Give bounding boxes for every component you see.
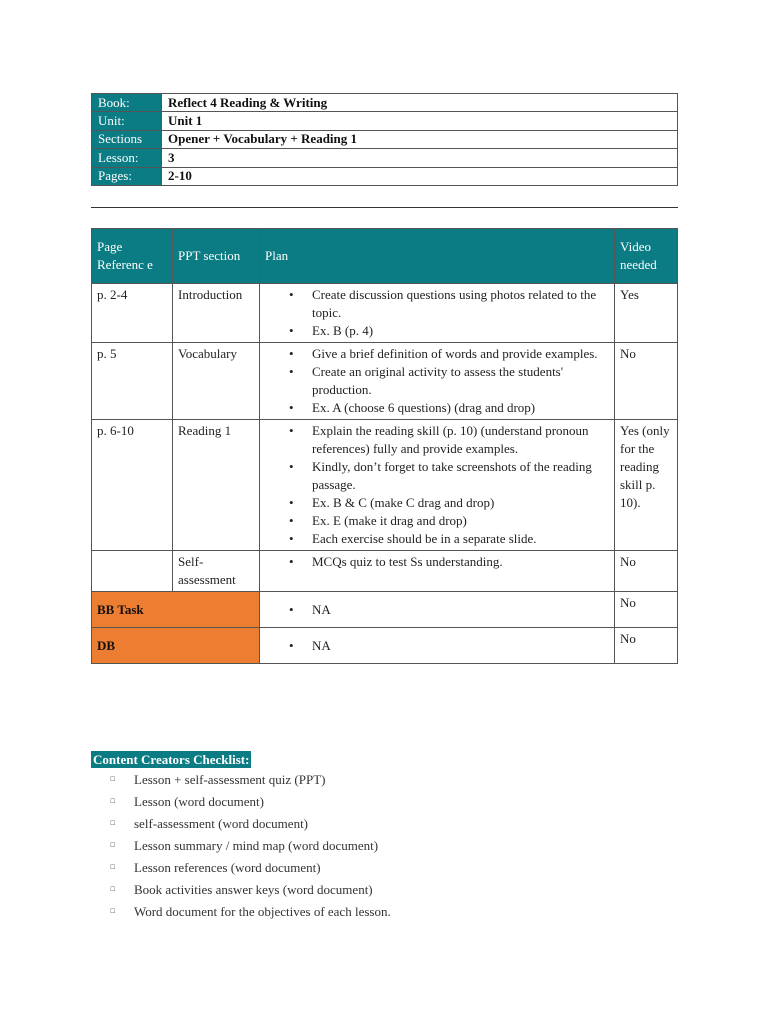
plan-item: • Ex. A (choose 6 questions) (drag and drop) bbox=[312, 399, 609, 417]
video-cell: No bbox=[615, 592, 678, 628]
video-cell: Yes bbox=[615, 284, 678, 343]
plan-item: • Give a brief definition of words and provide examples. bbox=[312, 345, 609, 363]
info-value: Unit 1 bbox=[162, 112, 678, 130]
section-cell: Introduction bbox=[173, 284, 260, 343]
plan-item: • Kindly, don’t forget to take screenshots of the reading passage. bbox=[312, 458, 609, 494]
info-key: Unit: bbox=[92, 112, 162, 130]
info-key: Sections bbox=[92, 130, 162, 148]
plan-row-reading bbox=[92, 420, 678, 551]
lesson-info-table bbox=[91, 93, 678, 186]
video-cell: No bbox=[615, 628, 678, 664]
header-plan: Plan bbox=[260, 229, 615, 284]
checklist-item-label: Lesson summary / mind map (word document) bbox=[134, 838, 379, 853]
section-cell: Reading 1 bbox=[173, 420, 260, 551]
plan-cell bbox=[260, 551, 615, 592]
info-value: Opener + Vocabulary + Reading 1 bbox=[162, 130, 678, 148]
checklist-item-label: Lesson references (word document) bbox=[134, 860, 321, 875]
section-cell: Self-assessment bbox=[173, 551, 260, 592]
checklist-item bbox=[110, 793, 391, 815]
section-cell: Vocabulary bbox=[173, 343, 260, 420]
plan-item: • Create an original activity to assess the students' production. bbox=[312, 363, 609, 399]
page-cell: p. 2-4 bbox=[92, 284, 173, 343]
plan-row-self-assessment bbox=[92, 551, 678, 592]
plan-item: • Ex. B & C (make C drag and drop) bbox=[312, 494, 609, 512]
plan-cell bbox=[260, 343, 615, 420]
info-key: Pages: bbox=[92, 167, 162, 185]
checkbox-icon: ☐ bbox=[110, 909, 116, 915]
plan-item: • Each exercise should be in a separate slide. bbox=[312, 530, 609, 548]
page-cell: p. 5 bbox=[92, 343, 173, 420]
info-value: Reflect 4 Reading & Writing bbox=[162, 94, 678, 112]
plan-item: • Ex. E (make it drag and drop) bbox=[312, 512, 609, 530]
plan-item: • Ex. B (p. 4) bbox=[312, 322, 609, 340]
info-row-lesson bbox=[92, 149, 678, 167]
plan-item: • NA bbox=[312, 637, 609, 655]
checklist-item bbox=[110, 771, 391, 793]
plan-cell bbox=[260, 284, 615, 343]
checklist-item bbox=[110, 859, 391, 881]
checklist-item-label: Word document for the objectives of each lesson. bbox=[134, 904, 391, 919]
info-value: 3 bbox=[162, 149, 678, 167]
plan-item: • MCQs quiz to test Ss understanding. bbox=[312, 553, 609, 571]
checkbox-icon: ☐ bbox=[110, 799, 116, 805]
plan-item: • Explain the reading skill (p. 10) (understand pronoun references) fully and provide examples. bbox=[312, 422, 609, 458]
checkbox-icon: ☐ bbox=[110, 843, 116, 849]
page-cell: p. 6-10 bbox=[92, 420, 173, 551]
section-divider bbox=[91, 207, 678, 208]
info-row-pages bbox=[92, 167, 678, 185]
plan-cell bbox=[260, 592, 615, 628]
video-cell: No bbox=[615, 343, 678, 420]
checklist-item-label: self-assessment (word document) bbox=[134, 816, 309, 831]
checklist-title: Content Creators Checklist: bbox=[93, 752, 250, 767]
checklist-item-label: Lesson + self-assessment quiz (PPT) bbox=[134, 772, 326, 787]
checklist-item bbox=[110, 837, 391, 859]
checkbox-icon: ☐ bbox=[110, 821, 116, 827]
checklist-item-label: Lesson (word document) bbox=[134, 794, 264, 809]
info-row-unit bbox=[92, 112, 678, 130]
plan-row-introduction bbox=[92, 284, 678, 343]
video-cell: No bbox=[615, 551, 678, 592]
plan-cell bbox=[260, 420, 615, 551]
lesson-plan-table bbox=[91, 228, 678, 664]
header-page-reference: Page Referenc e bbox=[92, 229, 173, 284]
plan-header-row bbox=[92, 229, 678, 284]
plan-cell bbox=[260, 628, 615, 664]
checklist-item bbox=[110, 881, 391, 903]
checklist-item bbox=[110, 815, 391, 837]
plan-row-vocabulary bbox=[92, 343, 678, 420]
plan-item: • NA bbox=[312, 601, 609, 619]
info-value: 2-10 bbox=[162, 167, 678, 185]
info-row-sections bbox=[92, 130, 678, 148]
checkbox-icon: ☐ bbox=[110, 865, 116, 871]
info-key: Lesson: bbox=[92, 149, 162, 167]
checklist-item bbox=[110, 903, 391, 925]
checkbox-icon: ☐ bbox=[110, 777, 116, 783]
page-cell bbox=[92, 551, 173, 592]
checklist-item-label: Book activities answer keys (word document) bbox=[134, 882, 373, 897]
video-cell: Yes (only for the reading skill p. 10). bbox=[615, 420, 678, 551]
header-video-needed: Video needed bbox=[615, 229, 678, 284]
plan-row-db bbox=[92, 628, 678, 664]
info-row-book bbox=[92, 94, 678, 112]
bb-task-label: BB Task bbox=[92, 592, 260, 628]
header-ppt-section: PPT section bbox=[173, 229, 260, 284]
plan-row-bb-task bbox=[92, 592, 678, 628]
db-label: DB bbox=[92, 628, 260, 664]
checklist bbox=[110, 771, 391, 925]
info-key: Book: bbox=[92, 94, 162, 112]
checkbox-icon: ☐ bbox=[110, 887, 116, 893]
plan-item: • Create discussion questions using photos related to the topic. bbox=[312, 286, 609, 322]
